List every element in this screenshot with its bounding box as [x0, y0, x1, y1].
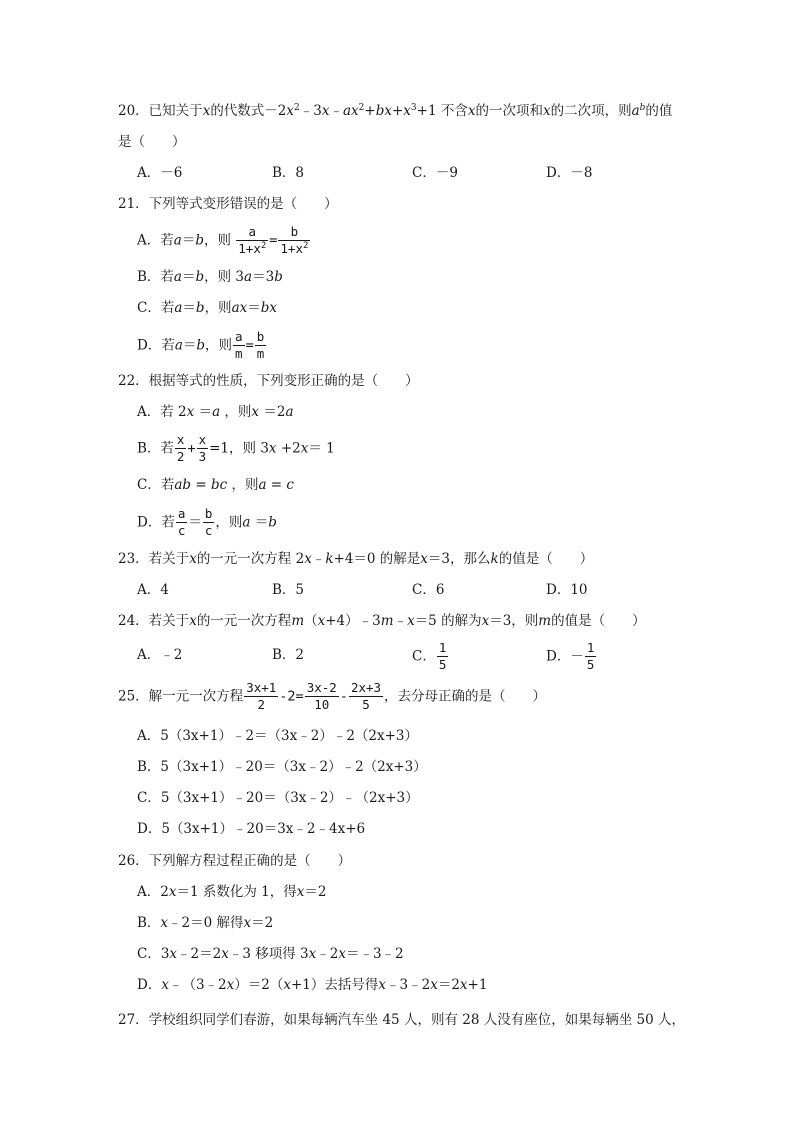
text: ﹣3 移项得 3 — [228, 946, 309, 962]
var: x — [296, 884, 305, 900]
denominator: 10 — [314, 697, 330, 713]
q22-option-b — [137, 433, 335, 465]
text: + — [391, 103, 404, 119]
text: ，则 — [227, 477, 259, 493]
text: = — [269, 232, 278, 249]
text: +4）﹣3 — [325, 613, 381, 629]
q26-option-c — [137, 948, 404, 962]
text: ，则 — [204, 300, 232, 316]
var: c — [286, 477, 294, 493]
var: x — [268, 440, 277, 457]
text: B．若 — [137, 440, 174, 457]
question-21-stem: 21．下列等式变形错误的是（ ） — [118, 196, 338, 212]
var: k — [325, 551, 334, 567]
text: +4＝0 的解是 — [333, 551, 421, 567]
exponent: 2 — [358, 103, 365, 113]
var: x — [161, 977, 169, 993]
text: = — [266, 477, 287, 493]
var: bx — [260, 300, 277, 316]
var: x — [430, 977, 438, 993]
numerator: x — [197, 433, 209, 449]
fraction — [203, 507, 215, 539]
text: ﹣ — [393, 613, 408, 629]
var: ab — [174, 477, 192, 493]
text: ＝5 的解为 — [414, 613, 482, 629]
fraction — [233, 330, 245, 362]
var: m — [380, 613, 394, 629]
text: ＝ — [182, 300, 196, 316]
var: x — [403, 103, 411, 119]
var: b — [274, 269, 283, 285]
numerator: 2x+3 — [349, 681, 383, 697]
var: a — [258, 477, 267, 493]
var: a — [173, 232, 182, 249]
numerator: a — [236, 225, 268, 241]
var: m — [538, 613, 552, 629]
text: ＝2 — [251, 915, 274, 931]
q24-option-a: A．﹣2 — [137, 647, 183, 663]
q25-option-b: B．5（3x+1）﹣20＝（3x﹣2）﹣2（2x+3） — [137, 759, 427, 775]
var: x — [243, 915, 252, 931]
var: a — [174, 300, 183, 316]
q23-option-d: D．10 — [546, 582, 588, 598]
exponent: 2 — [260, 241, 267, 252]
text: 的一元一次方程 2 — [196, 551, 305, 567]
text: B． — [137, 915, 161, 931]
text: ＝ — [181, 269, 196, 285]
question-26-stem: 26．下列解方程过程正确的是（ ） — [118, 853, 352, 869]
text: A．2 — [137, 884, 169, 900]
text: （ — [304, 613, 318, 629]
question-24-stem — [118, 615, 646, 629]
text: ＝2 — [304, 884, 327, 900]
question-25-stem — [118, 681, 546, 713]
text: ＝﹣3﹣2 — [345, 946, 404, 962]
var: x — [226, 977, 235, 993]
text: 23．若关于 — [118, 551, 190, 567]
fraction — [437, 641, 449, 673]
var: x — [467, 103, 476, 119]
numerator: 3x-2 — [305, 681, 339, 697]
var: a — [242, 514, 251, 531]
denominator: 3 — [198, 449, 207, 465]
text: ＝1 系数化为 1，得 — [176, 884, 297, 900]
text: =1，则 3 — [209, 440, 269, 457]
var: b — [195, 232, 204, 249]
text: ＝ 1 — [308, 440, 335, 457]
text: C．3 — [137, 946, 170, 962]
text: 的值 — [645, 103, 673, 119]
text: = — [191, 477, 211, 493]
var: x — [321, 103, 330, 119]
q24-option-b: B．2 — [272, 647, 305, 663]
numerator: b — [203, 507, 215, 523]
text: 的二次项，则 — [550, 103, 632, 119]
text: 1+x — [238, 241, 261, 257]
text: 25．解一元一次方程 — [118, 688, 244, 705]
q25-option-a: A．5（3x+1）﹣2＝（3x﹣2）﹣2（2x+3） — [137, 728, 419, 744]
q26-option-b — [137, 917, 273, 931]
text: ）＝2（ — [234, 977, 284, 993]
fraction — [278, 225, 310, 257]
q20-option-b: B．8 — [272, 165, 305, 181]
fraction — [305, 681, 339, 713]
text: +1 — [467, 977, 488, 993]
text: ，则 3 — [204, 269, 245, 285]
q24-option-c — [412, 641, 449, 673]
numerator: 1 — [585, 641, 597, 657]
var: x — [160, 915, 169, 931]
text: 的值是（ ） — [498, 551, 594, 567]
var: x — [186, 404, 195, 420]
numerator: 3x+1 — [244, 681, 278, 697]
text: +1）去括号得 — [290, 977, 379, 993]
var: ax — [342, 103, 359, 119]
q23-option-b: B．5 — [272, 582, 305, 598]
text: ，则 — [220, 404, 252, 420]
text: ＝ — [194, 404, 213, 420]
var: m — [291, 613, 305, 629]
var: x — [378, 977, 387, 993]
var: x — [481, 613, 490, 629]
q20-option-c: C．－9 — [412, 165, 458, 181]
text: ﹣ — [311, 551, 326, 567]
text: + — [364, 103, 376, 119]
numerator: 1 — [437, 641, 449, 657]
var: x — [420, 551, 428, 567]
var: a — [174, 337, 183, 354]
text: ＝2 — [259, 404, 286, 420]
var: x — [221, 946, 229, 962]
denominator — [278, 241, 310, 256]
q26-option-a — [137, 886, 326, 900]
numerator: a — [233, 330, 245, 346]
q23-option-c: C．6 — [412, 582, 445, 598]
q22-option-c — [137, 479, 294, 493]
fraction — [176, 507, 188, 539]
fraction — [236, 225, 268, 257]
var: x — [308, 946, 317, 962]
text: C． — [412, 648, 436, 665]
q21-option-c — [137, 302, 277, 316]
fraction — [585, 641, 597, 673]
q24-option-d — [546, 641, 597, 673]
text: +2 — [276, 440, 301, 457]
text: ﹣2＝2 — [177, 946, 222, 962]
text: - — [339, 688, 348, 705]
text: ＝3，那么 — [427, 551, 491, 567]
var: x — [304, 551, 312, 567]
var: bx — [375, 103, 392, 119]
var: x — [338, 946, 346, 962]
text: ﹣3﹣2 — [386, 977, 431, 993]
question-20-line-1 — [118, 105, 672, 119]
denominator: 5 — [362, 697, 370, 713]
text: C．若 — [137, 477, 175, 493]
q20-option-a: A．－6 — [137, 165, 183, 181]
var: a — [212, 404, 221, 420]
text: ，则 — [205, 337, 233, 354]
text: 的一元一次方程 — [196, 613, 292, 629]
denominator: 2 — [257, 697, 265, 713]
denominator: c — [177, 523, 186, 539]
denominator: m — [235, 346, 243, 362]
text: ＝2 — [437, 977, 460, 993]
var: x — [251, 404, 260, 420]
var: a — [285, 404, 294, 420]
denominator: m — [256, 346, 265, 362]
q26-option-d — [137, 979, 487, 993]
text: ，则 — [203, 232, 231, 249]
var: k — [490, 551, 499, 567]
text: ＝3，则 — [489, 613, 539, 629]
var: bc — [210, 477, 228, 493]
text: ＝ — [188, 514, 202, 531]
fraction — [349, 681, 383, 713]
q21-option-a — [137, 225, 311, 257]
fraction — [197, 433, 209, 465]
text: 的值是（ ） — [551, 613, 646, 629]
q22-option-a — [137, 406, 294, 420]
question-27-stem: 27．学校组织同学们春游，如果每辆汽车坐 45 人，则有 28 人没有座位，如果每辆坐 50 人， — [118, 1012, 685, 1028]
q23-option-a: A．4 — [137, 582, 169, 598]
fraction — [175, 433, 187, 465]
text: ＝ — [181, 232, 196, 249]
q21-option-b — [137, 271, 283, 285]
exponent: 2 — [302, 241, 309, 252]
q20-option-d: D．－8 — [546, 165, 593, 181]
numerator: x — [175, 433, 187, 449]
var: x — [300, 440, 309, 457]
var: a — [244, 269, 253, 285]
var: b — [195, 269, 205, 285]
question-22-stem: 22．根据等式的性质，下列变形正确的是（ ） — [118, 373, 419, 389]
q22-option-d — [137, 507, 277, 539]
exponent: 2 — [294, 103, 300, 113]
text: A．若 — [137, 232, 174, 249]
var: x — [168, 884, 177, 900]
text: D．－ — [546, 648, 584, 665]
exponent: 3 — [410, 103, 417, 113]
text: ﹣2＝0 解得 — [168, 915, 244, 931]
fraction — [244, 681, 278, 713]
text: B．若 — [137, 269, 174, 285]
var: x — [283, 977, 291, 993]
numerator: a — [176, 507, 188, 523]
text: ＝ — [247, 300, 261, 316]
text: 1+x — [280, 241, 303, 257]
fraction — [255, 330, 267, 362]
var: b — [196, 337, 206, 354]
var: a — [173, 269, 182, 285]
text: ＝3 — [252, 269, 275, 285]
var: x — [459, 977, 468, 993]
var: x — [407, 613, 415, 629]
var: x — [189, 551, 197, 567]
text: D． — [137, 977, 162, 993]
text: 的代数式－2 — [210, 103, 287, 119]
text: ＝ — [182, 337, 197, 354]
denominator: 2 — [176, 449, 185, 465]
numerator: b — [255, 330, 267, 346]
var: x — [189, 613, 197, 629]
numerator: b — [278, 225, 310, 241]
text: ，则 — [215, 514, 243, 531]
var: b — [268, 514, 277, 531]
text: + — [187, 440, 196, 457]
text: ﹣2 — [316, 946, 339, 962]
text: ，去分母正确的是（ ） — [384, 688, 547, 705]
text: = — [245, 337, 254, 354]
text: 20．已知关于 — [118, 103, 203, 119]
q25-option-c: C．5（3x+1）﹣20＝（3x﹣2）﹣（2x+3） — [137, 790, 419, 806]
text: D．若 — [137, 514, 175, 531]
question-20-line-2: 是（ ） — [118, 134, 186, 150]
var: x — [542, 103, 551, 119]
text: C．若 — [137, 300, 175, 316]
var: x — [202, 103, 211, 119]
denominator: 5 — [438, 657, 447, 673]
var: x — [286, 103, 295, 119]
question-23-stem — [118, 553, 593, 567]
var: b — [195, 300, 205, 316]
text: ＝ — [250, 514, 269, 531]
var: x — [169, 946, 178, 962]
denominator: c — [204, 523, 213, 539]
text: +1 不含 — [416, 103, 468, 119]
text: ﹣3 — [299, 103, 322, 119]
var: ax — [231, 300, 248, 316]
denominator: 5 — [586, 657, 595, 673]
q21-option-d — [137, 330, 267, 362]
var: a — [631, 103, 640, 119]
text: ﹣ — [329, 103, 343, 119]
var: x — [317, 613, 326, 629]
text: D．若 — [137, 337, 175, 354]
text: -2= — [279, 688, 304, 705]
q25-option-d: D．5（3x+1）﹣20＝3x﹣2﹣4x+6 — [137, 821, 366, 837]
text: 的一次项和 — [475, 103, 543, 119]
exponent: b — [639, 103, 646, 113]
text: ﹣（3﹣2 — [168, 977, 227, 993]
denominator — [236, 241, 268, 256]
text: 24．若关于 — [118, 613, 190, 629]
text: A．若 2 — [137, 404, 187, 420]
